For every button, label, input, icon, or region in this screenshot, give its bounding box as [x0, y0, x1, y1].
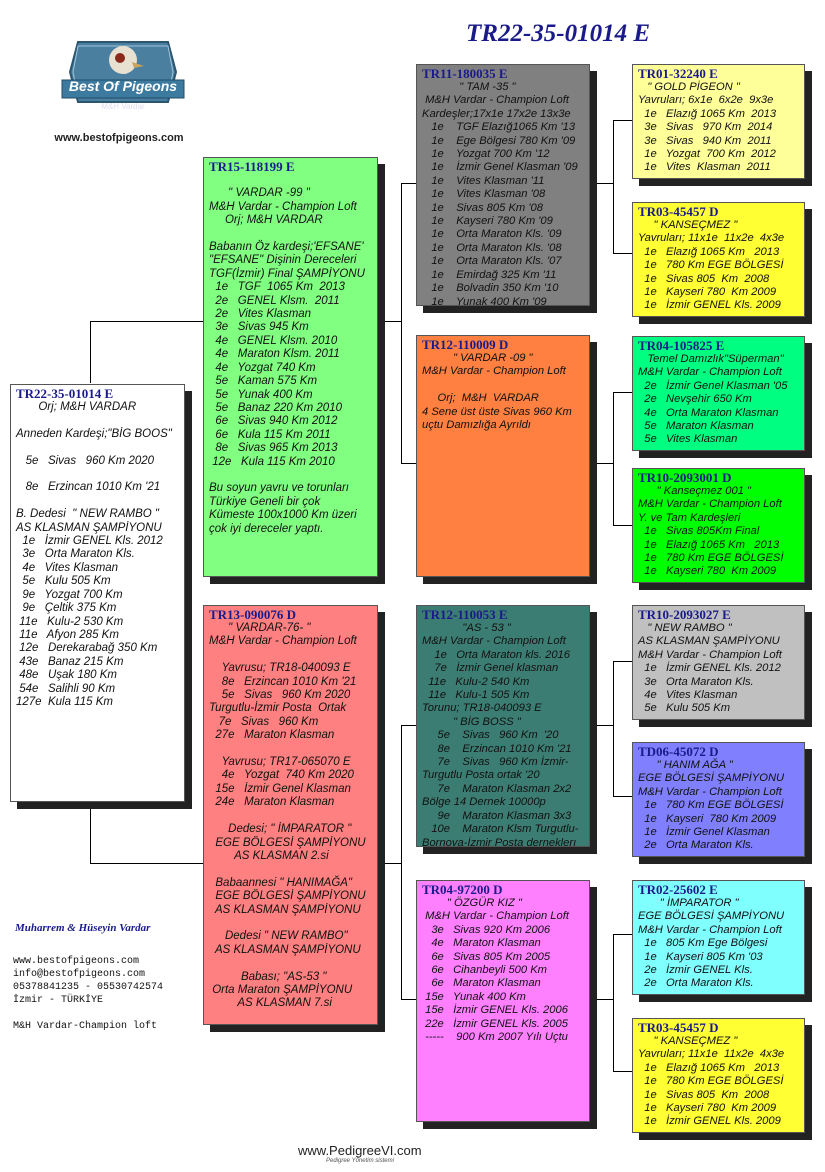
card-line: AS KLASMAN 2.si	[209, 849, 329, 862]
card-line: 3e Orta Maraton Kls.	[638, 675, 754, 688]
page-title: TR22-35-01014 E	[466, 20, 651, 47]
card-line: 1e Vites Klasman 2011	[638, 161, 771, 174]
card-line: 22e İzmir GENEL Kls. 2005	[422, 1017, 568, 1030]
card-line	[209, 743, 372, 756]
logo-badge-icon	[48, 32, 198, 112]
pedigree-card-subject[interactable]	[10, 384, 185, 802]
card-line: " KANSEÇMEZ "	[638, 1035, 738, 1047]
pedigree-card-dam-dam-dam[interactable]	[632, 1018, 805, 1133]
card-line: ----- 900 Km 2007 Yılı Uçtu	[422, 1031, 568, 1044]
card-line: Yavrusu; TR18-040093 E	[209, 662, 351, 675]
card-line: 4 Sene üst üste Sivas 960 Km	[422, 405, 572, 418]
card-line: 1e İzmir GENEL Kls. 2009	[638, 1115, 781, 1128]
logo-url[interactable]: www.bestofpigeons.com	[54, 132, 184, 144]
card-line: M&H Vardar - Champion Loft	[422, 94, 569, 107]
card-line: M&H Vardar - Champion Loft	[209, 635, 357, 648]
card-line: Babaannesi " HANIMAĞA"	[209, 876, 353, 889]
card-line: M&H Vardar - Champion Loft	[422, 635, 566, 648]
card-line: " Kanseçmez 001 "	[638, 485, 752, 497]
card-line: " ÖZGÜR KIZ "	[422, 897, 522, 909]
card-line: 6e Sivas 940 Km 2012	[209, 415, 338, 428]
card-line: 5e Kaman 575 Km	[209, 375, 318, 388]
card-line: 127e Kula 115 Km	[16, 695, 113, 708]
card-line: 1e Sivas 805Km Final	[638, 525, 760, 538]
brand-sub: Pedigree Yönetim sistemi	[326, 1158, 394, 1164]
card-line: 5e Sivas 960 Km '20	[422, 729, 559, 742]
card-line: 5e Maraton Klasman	[638, 420, 754, 433]
card-line: "AS - 53 "	[422, 622, 511, 634]
card-line: 5e Kulu 505 Km	[16, 575, 111, 588]
contact-line: İzmir - TÜRKİYE	[13, 995, 104, 1006]
card-line	[209, 917, 372, 930]
card-line: 1e Yunak 400 Km '09	[422, 295, 547, 306]
ring-number: TR04-105825 E	[638, 338, 725, 353]
card-line: 3e Sivas 970 Km 2014	[638, 121, 773, 134]
card-line: 5e Banaz 220 Km 2010	[209, 401, 342, 414]
card-line: Anneden Kardeşi;"BİG BOOS"	[16, 427, 172, 440]
card-line: 4e Yozgat 740 Km 2020	[209, 769, 354, 782]
card-line: 2e Orta Maraton Kls.	[638, 977, 754, 990]
card-line: Yavrusu; TR17-065070 E	[209, 756, 351, 769]
ring-number: TR15-118199 E	[209, 159, 295, 174]
card-line: 9e Maraton Klasman 3x3	[422, 809, 572, 822]
card-line: 48e Uşak 180 Km	[16, 669, 117, 682]
card-line: 9e Çeltik 375 Km	[16, 602, 117, 615]
pedigree-card-sire-dam[interactable]	[416, 335, 590, 577]
card-line: Yavruları; 11x1e 11x2e 4x3e	[638, 232, 785, 245]
ring-number: TR13-090076 D	[209, 607, 297, 622]
card-line	[209, 957, 372, 970]
card-line: 5e Kulu 505 Km	[638, 702, 731, 715]
card-line: 1e 780 Km EGE BÖLGESİ	[638, 552, 784, 565]
card-line: M&H Vardar - Champion Loft	[422, 365, 566, 378]
card-line: " KANSEÇMEZ "	[638, 219, 738, 231]
card-line: 2e Vites Klasman	[209, 308, 312, 321]
pedigree-card-dam-dam-sire[interactable]	[632, 880, 805, 995]
card-line: 1e Orta Maraton Kls. '08	[422, 241, 562, 254]
pedigree-card-dam[interactable]	[203, 605, 378, 1025]
card-line: AS KLASMAN ŞAMPİYONU	[209, 903, 361, 916]
pedigree-card-dam-sire-sire[interactable]	[632, 605, 805, 720]
card-line: 2e İzmir Genel Klasman '05	[638, 379, 788, 392]
card-line: " VARDAR -99 "	[209, 187, 310, 200]
card-line: 1e Kayseri 780 Km 2009	[638, 565, 777, 578]
owner-name: Muharrem & Hüseyin Vardar	[15, 922, 151, 934]
card-line: 1e İzmir GENEL Kls. 2009	[638, 299, 781, 312]
card-line: 54e Salihli 90 Km	[16, 682, 116, 695]
card-line: 5e Sivas 960 Km 2020	[16, 454, 155, 467]
card-line: Bornova-İzmir Posta derneklerı	[422, 836, 577, 847]
card-line: " BİG BOSS "	[422, 715, 521, 728]
card-line: Dedesi; " İMPARATOR "	[209, 823, 352, 836]
card-line: Y. ve Tam Kardeşleri	[638, 511, 741, 524]
card-line: AS KLASMAN 7.si	[209, 997, 332, 1010]
card-line: Turgutlu-İzmir Posta Ortak	[209, 702, 347, 715]
card-line: Orj; M&H VARDAR	[209, 214, 323, 227]
card-line: 1e Emirdağ 325 Km '11	[422, 268, 557, 281]
card-line: 1e Kayseri 780 Km 2009	[638, 286, 777, 299]
card-line: Torunu; TR18-040093 E	[422, 702, 542, 715]
card-line: EGE BÖLGESİ ŞAMPİYONU	[638, 910, 785, 923]
card-line: AS KLASMAN ŞAMPİYONU	[16, 521, 162, 534]
card-line: AS KLASMAN ŞAMPİYONU	[209, 943, 361, 956]
card-line: EGE BÖLGESİ ŞAMPİYONU	[638, 772, 785, 785]
card-line: 5e Vites Klasman	[638, 433, 738, 446]
card-line	[16, 441, 179, 454]
card-line: 1e Orta Maraton Kls. '09	[422, 228, 562, 241]
card-line: Dedesi " NEW RAMBO"	[209, 930, 348, 943]
ring-number: TR03-45457 D	[638, 204, 719, 219]
card-line: Yavruları; 11x1e 11x2e 4x3e	[638, 1048, 785, 1061]
card-line: 7e Sivas 960 Km İzmir-	[422, 756, 569, 769]
card-line: " HANIM AĞA "	[638, 759, 733, 771]
ring-number: TR01-32240 E	[638, 66, 718, 81]
card-line: 1e Sivas 805 Km 2008	[638, 1088, 770, 1101]
card-line: 4e Maraton Klsm. 2011	[209, 348, 340, 361]
card-line: 15e İzmir GENEL Kls. 2006	[422, 1004, 568, 1017]
pedigree-card-sire-dam-sire[interactable]	[632, 336, 805, 451]
card-line	[209, 469, 372, 482]
card-line: M&H Vardar - Champion Loft	[638, 498, 782, 511]
card-line: 7e İzmir Genel klasman	[422, 662, 559, 675]
card-line: Kardeşler;17x1e 17x2e 13x3e	[422, 107, 571, 120]
card-line: 3e Sivas 940 Km 2011	[638, 134, 772, 147]
card-line	[16, 414, 179, 427]
card-line: Orta Maraton ŞAMPİYONU	[209, 983, 353, 996]
pedigree-card-dam-sire[interactable]	[416, 605, 590, 847]
card-line: 8e Erzincan 1010 Km '21	[16, 481, 161, 494]
card-line: Babası; "AS-53 "	[209, 970, 327, 983]
card-line: EGE BÖLGESİ ŞAMPİYONU	[209, 836, 366, 849]
card-line: M&H Vardar - Champion Loft	[638, 785, 782, 798]
card-line: 4e Yozgat 740 Km	[209, 361, 316, 374]
card-line: 11e Kulu-2 530 Km	[16, 615, 124, 628]
card-line: " GOLD PİGEON "	[638, 81, 740, 93]
pedigree-card-sire-dam-dam[interactable]	[632, 468, 805, 583]
contact-line: www.bestofpigeons.com	[13, 956, 140, 967]
card-line: 1e 780 Km EGE BÖLGESİ	[638, 799, 784, 812]
pedigree-card-dam-sire-dam[interactable]	[632, 742, 805, 857]
card-line: 6e Kula 115 Km 2011	[209, 428, 331, 441]
card-line: çok iyi dereceler yaptı.	[209, 522, 324, 535]
ring-number: TR04-97200 D	[422, 882, 503, 897]
card-line: 1e TGF 1065 Km 2013	[209, 281, 345, 294]
card-line: 1e Kayseri 805 Km '03	[638, 950, 763, 963]
card-line: 1e Sivas 805 Km '08	[422, 201, 543, 214]
card-line: " NEW RAMBO "	[638, 622, 732, 634]
card-line: 4e Vites Klasman	[638, 689, 738, 702]
card-line: " İMPARATOR "	[638, 897, 739, 909]
card-line	[16, 495, 179, 508]
card-line: 11e Afyon 285 Km	[16, 628, 119, 641]
card-line: Turgutlu Posta ortak '20	[422, 769, 540, 782]
card-line: 2e İzmir GENEL Kls.	[638, 964, 753, 977]
card-line: 1e Sivas 805 Km 2008	[638, 272, 770, 285]
card-line: 3e Sivas 945 Km	[209, 321, 309, 334]
card-line: 1e İzmir GENEL Kls. 2012	[638, 662, 781, 675]
card-line: "EFSANE" Dişinin Dereceleri	[209, 254, 357, 267]
card-line: 11e Kulu-1 505 Km	[422, 689, 530, 702]
card-line: 10e Maraton Klsm Turgutlu-	[422, 823, 579, 836]
logo-name: Best Of Pigeons	[68, 78, 178, 94]
card-line: 1e Kayseri 780 Km 2009	[638, 1102, 777, 1115]
card-line: 1e İzmir GENEL Kls. 2012	[16, 535, 163, 548]
pedigree-card-sire-sire-dam[interactable]	[632, 202, 805, 317]
card-line: 1e Bolvadin 350 Km '10	[422, 282, 559, 295]
card-line	[209, 174, 372, 187]
card-line: 3e Orta Maraton Kls.	[16, 548, 135, 561]
card-line: 1e Orta Maraton kls. 2016	[422, 648, 570, 661]
card-line: 6e Sivas 805 Km 2005	[422, 950, 551, 963]
card-line: 1e Vites Klasman '11	[422, 174, 545, 187]
card-line: Türkiye Geneli bir çok	[209, 495, 321, 508]
pedigree-card-sire-sire[interactable]	[416, 64, 590, 306]
card-line: TGF(İzmir) Final ŞAMPİYONU	[209, 267, 365, 280]
logo-sub: M&H Vardar	[101, 102, 145, 111]
card-line: 1e 805 Km Ege Bölgesi	[638, 937, 768, 950]
card-line: EGE BÖLGESİ ŞAMPİYONU	[209, 890, 366, 903]
card-line: M&H Vardar - Champion Loft	[209, 200, 357, 213]
card-line: 1e Orta Maraton Kls. '07	[422, 255, 562, 268]
card-line: Temel Damızlık"Süperman"	[638, 353, 784, 365]
card-line: Kümeste 100x1000 Km üzeri	[209, 509, 357, 522]
contact-line	[13, 1007, 163, 1020]
pedigree-card-sire[interactable]	[203, 157, 378, 577]
card-line: 27e Maraton Klasman	[209, 729, 335, 742]
card-line: 5e Sivas 960 Km 2020	[209, 689, 351, 702]
pedigree-card-sire-sire-sire[interactable]	[632, 64, 805, 179]
card-line: 6e Cihanbeyli 500 Km	[422, 964, 547, 977]
card-line	[209, 649, 372, 662]
card-line: 12e Kula 115 Km 2010	[209, 455, 335, 468]
card-line	[422, 379, 584, 392]
card-line: " VARDAR -09 "	[422, 352, 533, 364]
card-line: 9e Yozgat 700 Km	[16, 588, 123, 601]
contact-line: info@bestofpigeons.com	[13, 969, 146, 980]
card-line: 1e 780 Km EGE BÖLGESİ	[638, 1075, 784, 1088]
card-line: 24e Maraton Klasman	[209, 796, 335, 809]
card-line: 12e Derekarabağ 350 Km	[16, 642, 158, 655]
ring-number: TR11-180035 E	[422, 66, 508, 81]
card-line: 1e Kayseri 780 Km '09	[422, 215, 553, 228]
card-line: M&H Vardar - Champion Loft	[638, 366, 782, 379]
card-line: Yavruları; 6x1e 6x2e 9x3e	[638, 94, 774, 107]
card-line: 8e Sivas 965 Km 2013	[209, 442, 338, 455]
card-line: 2e GENEL Klsm. 2011	[209, 294, 340, 307]
card-line: 8e Erzincan 1010 Km '21	[422, 742, 572, 755]
card-line: 3e Sivas 920 Km 2006	[422, 923, 551, 936]
card-line: 11e Kulu-2 540 Km	[422, 675, 530, 688]
card-line: 1e Elazığ 1065 Km 2013	[638, 107, 777, 120]
card-line: 1e Kayseri 780 Km 2009	[638, 812, 777, 825]
contact-line: 05378841235 - 05530742574	[13, 982, 164, 993]
card-line: M&H Vardar - Champion Loft	[638, 648, 782, 661]
card-line: 7e Maraton Klasman 2x2	[422, 782, 572, 795]
card-line: 4e Orta Maraton Klasman	[638, 406, 779, 419]
card-line: 1e Yozgat 700 Km '12	[422, 148, 550, 161]
pedigree-card-dam-dam[interactable]	[416, 880, 590, 1122]
card-line: uçtu Damızlığa Ayrıldı	[422, 419, 531, 432]
card-line: 1e Elazığ 1065 Km 2013	[638, 245, 780, 258]
card-line: 4e Maraton Klasman	[422, 937, 541, 950]
card-line: 7e Sivas 960 Km	[209, 715, 319, 728]
card-line: 1e Ege Bölgesi 780 Km '09	[422, 134, 576, 147]
ring-number: TR12-110009 D	[422, 337, 509, 352]
card-line	[209, 863, 372, 876]
card-line	[209, 810, 372, 823]
card-line: Orj; M&H VARDAR	[16, 401, 137, 413]
card-line: M&H Vardar - Champion Loft	[422, 910, 569, 923]
card-line: 43e Banaz 215 Km	[16, 655, 124, 668]
card-line: M&H Vardar - Champion Loft	[638, 923, 782, 936]
card-line: 8e Erzincan 1010 Km '21	[209, 675, 357, 688]
ring-number: TD06-45072 D	[638, 744, 719, 759]
card-line: AS KLASMAN ŞAMPİYONU	[638, 635, 780, 648]
card-line: " VARDAR-76- "	[209, 622, 311, 634]
card-line: B. Dedesi " NEW RAMBO "	[16, 508, 159, 521]
card-line: 2e Orta Maraton Kls.	[638, 839, 754, 852]
ring-number: TR10-2093027 E	[638, 607, 731, 622]
card-line	[209, 228, 372, 241]
card-line: Orj; M&H VARDAR	[422, 392, 539, 405]
card-line: 1e Elazığ 1065 Km 2013	[638, 1061, 780, 1074]
card-line: " TAM -35 "	[422, 81, 516, 93]
ring-number: TR12-110053 E	[422, 607, 508, 622]
card-line: 5e Yunak 400 Km	[209, 388, 313, 401]
ring-number: TR03-45457 D	[638, 1020, 719, 1035]
card-line: 1e İzmir Genel Klasman '09	[422, 161, 578, 174]
card-line: 1e Yozgat 700 Km 2012	[638, 148, 776, 161]
card-line: 1e Elazığ 1065 Km 2013	[638, 538, 780, 551]
brand-name: www.PedigreeVI.com	[298, 1143, 422, 1158]
card-line: 15e Yunak 400 Km	[422, 990, 526, 1003]
card-line: 4e GENEL Klsm. 2010	[209, 334, 338, 347]
contact-line: M&H Vardar-Champion loft	[13, 1021, 158, 1032]
card-line: 1e Vites Klasman '08	[422, 188, 546, 201]
card-line: Bölge 14 Dernek 10000p	[422, 796, 546, 809]
ring-number: TR10-2093001 D	[638, 470, 732, 485]
contact-block	[13, 955, 163, 1033]
logo	[48, 32, 198, 142]
card-line: Bu soyun yavru ve torunları	[209, 482, 349, 495]
brand-logo[interactable]	[298, 1143, 422, 1164]
card-line: 1e TGF Elazığ1065 Km '13	[422, 121, 576, 134]
ring-number: TR22-35-01014 E	[16, 386, 114, 401]
card-line: 1e İzmir Genel Klasman	[638, 826, 770, 839]
card-line: 4e Vites Klasman	[16, 561, 119, 574]
card-line: Babanın Öz kardeşi;'EFSANE'	[209, 241, 364, 254]
ring-number: TR02-25602 E	[638, 882, 718, 897]
card-line: 1e 780 Km EGE BÖLGESİ	[638, 259, 784, 272]
card-line	[16, 468, 179, 481]
card-line: 15e İzmir Genel Klasman	[209, 782, 351, 795]
card-line: 6e Maraton Klasman	[422, 977, 541, 990]
card-line: 2e Nevşehir 650 Km	[638, 393, 752, 406]
